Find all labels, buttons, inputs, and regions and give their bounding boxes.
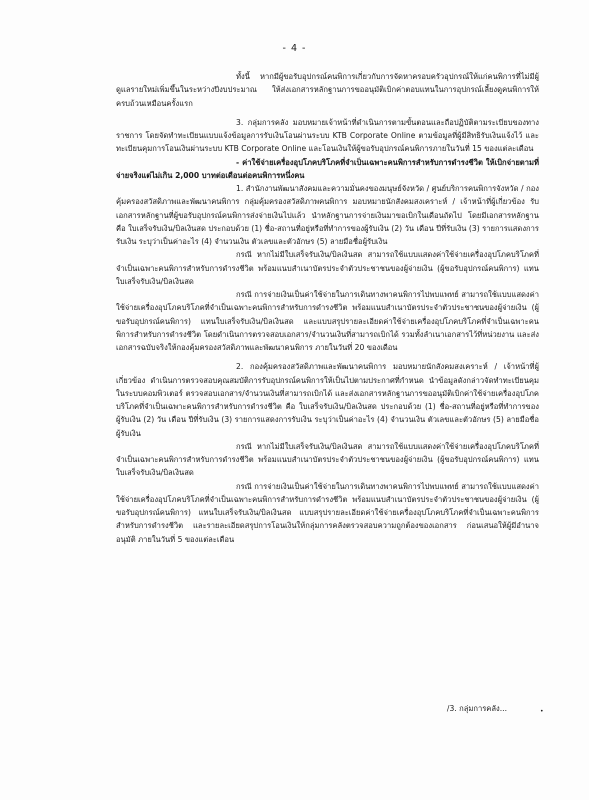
paragraph-case-no-receipt-2: กรณี หากไม่มีใบเสร็จรับเงิน/บิลเงินสด สามารถใช้แบบแสดงค่าใช้จ่ายเครื่องอุปโภคบริโภคที่จำเป็นเฉพาะคนพิการสำหรับการดำรงชีวิต พร้อมแนบสำเนาบัตรประจำตัวประชาชนของผู้จ่ายเงิน (ผู้ขอรับอุปกรณ์คนพิการ) แทนใบเสร็จรับเงิน/บิลเงินสด (116, 441, 539, 478)
paragraph-step-2-protection-division: 2. กองคุ้มครองสวัสดิภาพและพัฒนาคนพิการ มอบหมายนักสังคมสงเคราะห์ / เจ้าหน้าที่ผู้เกี่ยวข้อง ดำเนินการตรวจสอบคุณสมบัติการรับอุปกรณ์คนพิการให้เป็นไปตามประกาศที่กำหนด นำข้อมูลดังกล่าวจัดทำทะเบียนคุมในระบบคอมพิวเตอร์ ตรวจสอบเอกสาร/จำนวนเงินที่สามารถเบิกได้ และส่งเอกสารหลักฐานการขออนุมัติเบิกค่าใช้จ่ายเครื่องอุปโภคบริโภคที่จำเป็นเฉพาะคนพิการสำหรับการดำรงชีวิต คือ ใบเสร็จรับเงิน/บิลเงินสด ประกอบด้วย (1) ชื่อ-สถานที่อยู่หรือที่ทำการของผู้รับเงิน (2) วัน เดือน ปีที่รับเงิน (3) รายการแสดงการรับเงิน ระบุว่าเป็นค่าอะไร (4) จำนวนเงิน ตัวเลขและตัวอักษร (5) ลายมือชื่อผู้รับเงิน (116, 362, 539, 438)
paragraph-case-travel-2: กรณี การจ่ายเงินเป็นค่าใช้จ่ายในการเดินทางพาคนพิการไปพบแพทย์ สามารถใช้แบบแสดงค่าใช้จ่ายเครื่องอุปโภคบริโภคที่จำเป็นเฉพาะคนพิการสำหรับการดำรงชีวิต พร้อมแนบสำเนาบัตรประจำตัวประชาชนของผู้จ่ายเงิน (ผู้ขอรับอุปกรณ์คนพิการ) แทนใบเสร็จรับเงิน/บิลเงินสด แบบสรุปรายละเอียดค่าใช้จ่ายเครื่องอุปโภคบริโภคที่จำเป็นเฉพาะคนพิการสำหรับการดำรงชีวิต และรายละเอียดสรุปการโอนเงินให้กลุ่มการคลังตรวจสอบความถูกต้องของเอกสาร ก่อนเสนอให้ผู้มีอำนาจอนุมัติ ภายในวันที่ 5 ของแต่ละเดือน (116, 481, 539, 544)
paragraph-step-1-provincial-office: 1. สำนักงานพัฒนาสังคมและความมั่นคงของมนุษย์จังหวัด / ศูนย์บริการคนพิการจังหวัด / กองคุ้มครองสวัสดิภาพและพัฒนาคนพิการ กลุ่มคุ้มครองสวัสดิภาพคนพิการ มอบหมายนักสังคมสงเคราะห์ / เจ้าหน้าที่ผู้เกี่ยวข้อง รับเอกสารหลักฐานที่ผู้ขอรับอุปกรณ์คนพิการส่งจ่ายเงินไปแล้ว นำหลักฐานการจ่ายเงินมาขอเบิกในเดือนถัดไป โดยมีเอกสารหลักฐาน คือ ใบเสร็จรับเงิน/บิลเงินสด ประกอบด้วย (1) ชื่อ-สถานที่อยู่หรือที่ทำการของผู้รับเงิน (2) วัน เดือน ปีที่รับเงิน (3) รายการแสดงการรับเงิน ระบุว่าเป็นค่าอะไร (4) จำนวนเงิน ตัวเลขและตัวอักษร (5) ลายมือชื่อผู้รับเงิน (116, 184, 539, 246)
continuation-note: /3. กลุ่มการคลัง... (446, 704, 507, 713)
paragraph-case-no-receipt-1: กรณี หากไม่มีใบเสร็จรับเงิน/บิลเงินสด สามารถใช้แบบแสดงค่าใช้จ่ายเครื่องอุปโภคบริโภคที่จำเป็นเฉพาะคนพิการสำหรับการดำรงชีวิต พร้อมแนบสำเนาบัตรประจำตัวประชาชนของผู้จ่ายเงิน (ผู้ขอรับอุปกรณ์คนพิการ) แทนใบเสร็จรับเงิน/บิลเงินสด (116, 250, 539, 286)
page-number: - 4 - (282, 43, 307, 54)
paragraph-case-travel-1: กรณี การจ่ายเงินเป็นค่าใช้จ่ายในการเดินทางพาคนพิการไปพบแพทย์ สามารถใช้แบบแสดงค่าใช้จ่ายเครื่องอุปโภคบริโภคที่จำเป็นเฉพาะคนพิการสำหรับการดำรงชีวิต พร้อมแนบสำเนาบัตรประจำตัวประชาชนของผู้จ่ายเงิน (ผู้ขอรับอุปกรณ์คนพิการ) แทนใบเสร็จรับเงิน/บิลเงินสด และแบบสรุปรายละเอียดค่าใช้จ่ายเครื่องอุปโภคบริโภคที่จำเป็นเฉพาะคนพิการสำหรับการดำรงชีวิต โดยดำเนินการตรวจสอบเอกสาร/จำนวนเงินที่สามารถเบิกได้ รวมทั้งลำเนาเอกสารไว้ที่หน่วยงาน และส่งเอกสารฉบับจริงให้กองคุ้มครองสวัสดิภาพและพัฒนาคนพิการ ภายในวันที่ 20 ของเดือน (116, 290, 539, 352)
paragraph-note-new-applicants: ทั้งนี้ หากมีผู้ขอรับอุปกรณ์คนพิการเกี่ยวกับการจัดหาครอบครัวอุปกรณ์ให้แก่คนพิการที่ไม่มีผู้ดูแลรายใหม่เพิ่มขึ้นในระหว่างปีงบประมาณ ให้ส่งเอกสารหลักฐานการขออนุมัติเบิกค่าตอบแทนในการอุปกรณ์เลี้ยงดูคนพิการให้ครบถ้วนเหมือนครั้งแรก (116, 72, 539, 108)
document-body (116, 70, 539, 546)
paragraph-finance-group-transfer: 3. กลุ่มการคลัง มอบหมายเจ้าหน้าที่ดำเนินการตามขั้นตอนและถือปฏิบัติตามระเบียบของทางราชการ โดยจัดทำทะเบียนแบบแจ้งข้อมูลการรับเงินโอนผ่านระบบ KTB Corporate Online ตามข้อมูลที่ผู้มีสิทธิรับเงินแจ้งไว้ และทะเบียนคุมการโอนเงินผ่านระบบ KTB Corporate Online และโอนเงินให้ผู้ขอรับอุปกรณ์คนพิการภายในวันที่ 15 ของแต่ละเดือน (116, 117, 539, 154)
margin-mark: • (540, 708, 544, 715)
section-heading-consumables: - ค่าใช้จ่ายเครื่องอุปโภคบริโภคที่จำเป็นเฉพาะคนพิการสำหรับการดำรงชีวิต ให้เบิกจ่ายตามที่จ่ายจริงแต่ไม่เกิน 2,000 บาทต่อเดือนต่อคนพิการหนึ่งคน (116, 157, 539, 180)
